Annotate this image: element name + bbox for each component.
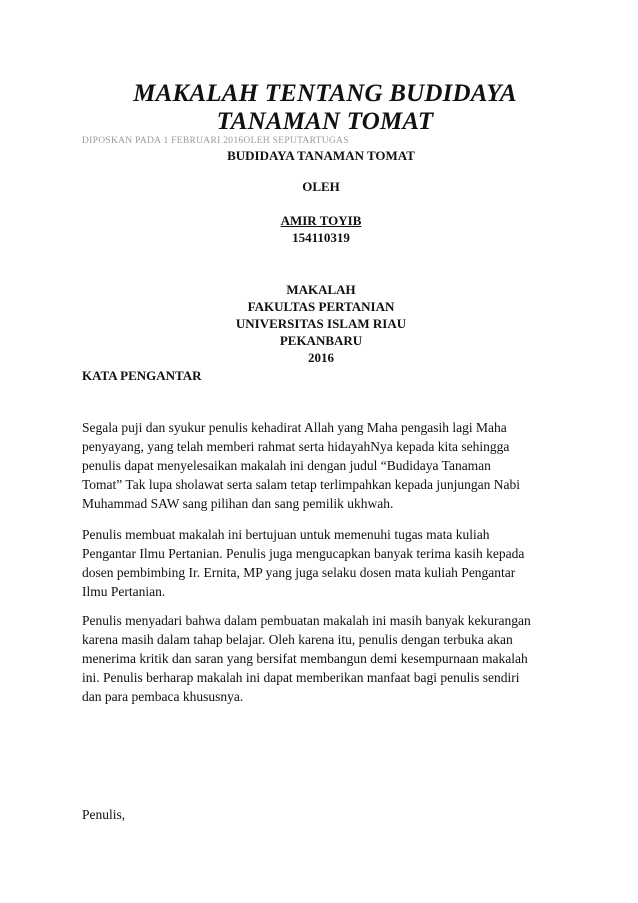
- paragraph-line: penulis dapat menyelesaikan makalah ini dengan judul “Budidaya Tanaman: [82, 458, 491, 473]
- paragraph-line: Ilmu Pertanian.: [82, 584, 166, 599]
- cover-faculty: FAKULTAS PERTANIAN: [247, 299, 395, 314]
- post-meta: DIPOSKAN PADA 1 FEBRUARI 2016OLEH SEPUTARTUGAS: [82, 136, 349, 146]
- cover-subtitle: BUDIDAYA TANAMAN TOMAT: [227, 148, 415, 163]
- paragraph-line: karena masih dalam tahap belajar. Oleh karena itu, penulis dengan terbuka akan: [82, 632, 513, 647]
- paragraph-line: Penulis menyadari bahwa dalam pembuatan makalah ini masih banyak kekurangan: [82, 613, 531, 628]
- cover-year: 2016: [308, 350, 334, 365]
- author-id: 154110319: [292, 230, 350, 245]
- paragraph-line: Tomat” Tak lupa sholawat serta salam tetap terlimpahkan kepada junjungan Nabi: [82, 477, 520, 492]
- paragraph-line: dosen pembimbing Ir. Ernita, MP yang juga selaku dosen mata kuliah Pengantar: [82, 565, 516, 580]
- cover-city: PEKANBARU: [279, 333, 363, 348]
- signoff: Penulis,: [82, 807, 126, 822]
- cover-university: UNIVERSITAS ISLAM RIAU: [235, 316, 407, 331]
- document-title: [60, 80, 590, 136]
- paragraph-line: menerima kritik dan saran yang bersifat membangun demi kesempurnaan makalah: [82, 651, 528, 666]
- author-name: AMIR TOYIB: [280, 213, 362, 228]
- title-line-1: MAKALAH TENTANG BUDIDAYA: [133, 80, 517, 107]
- paragraph-line: ini. Penulis berharap makalah ini dapat memberikan manfaat bagi penulis sendiri: [82, 670, 520, 685]
- section-heading: KATA PENGANTAR: [82, 368, 202, 383]
- cover-by-label: OLEH: [302, 179, 340, 194]
- paragraph-line: dan para pembaca khususnya.: [82, 689, 244, 704]
- paragraph-2: [82, 525, 562, 601]
- cover-doc-type: MAKALAH: [286, 282, 356, 297]
- paragraph-line: Segala puji dan syukur penulis kehadirat Allah yang Maha pengasih lagi Maha: [82, 420, 507, 435]
- paragraph-1: [82, 418, 562, 513]
- paragraph-3: [82, 611, 562, 706]
- paragraph-line: Muhammad SAW sang pilihan dan sang pemilik ukhwah.: [82, 496, 394, 511]
- paragraph-line: Penulis membuat makalah ini bertujuan untuk memenuhi tugas mata kuliah: [82, 527, 490, 542]
- title-line-2: TANAMAN TOMAT: [216, 108, 434, 135]
- paragraph-line: Pengantar Ilmu Pertanian. Penulis juga mengucapkan banyak terima kasih kepada: [82, 546, 525, 561]
- paragraph-line: penyayang, yang telah memberi rahmat serta hidayahNya kepada kita sehingga: [82, 439, 510, 454]
